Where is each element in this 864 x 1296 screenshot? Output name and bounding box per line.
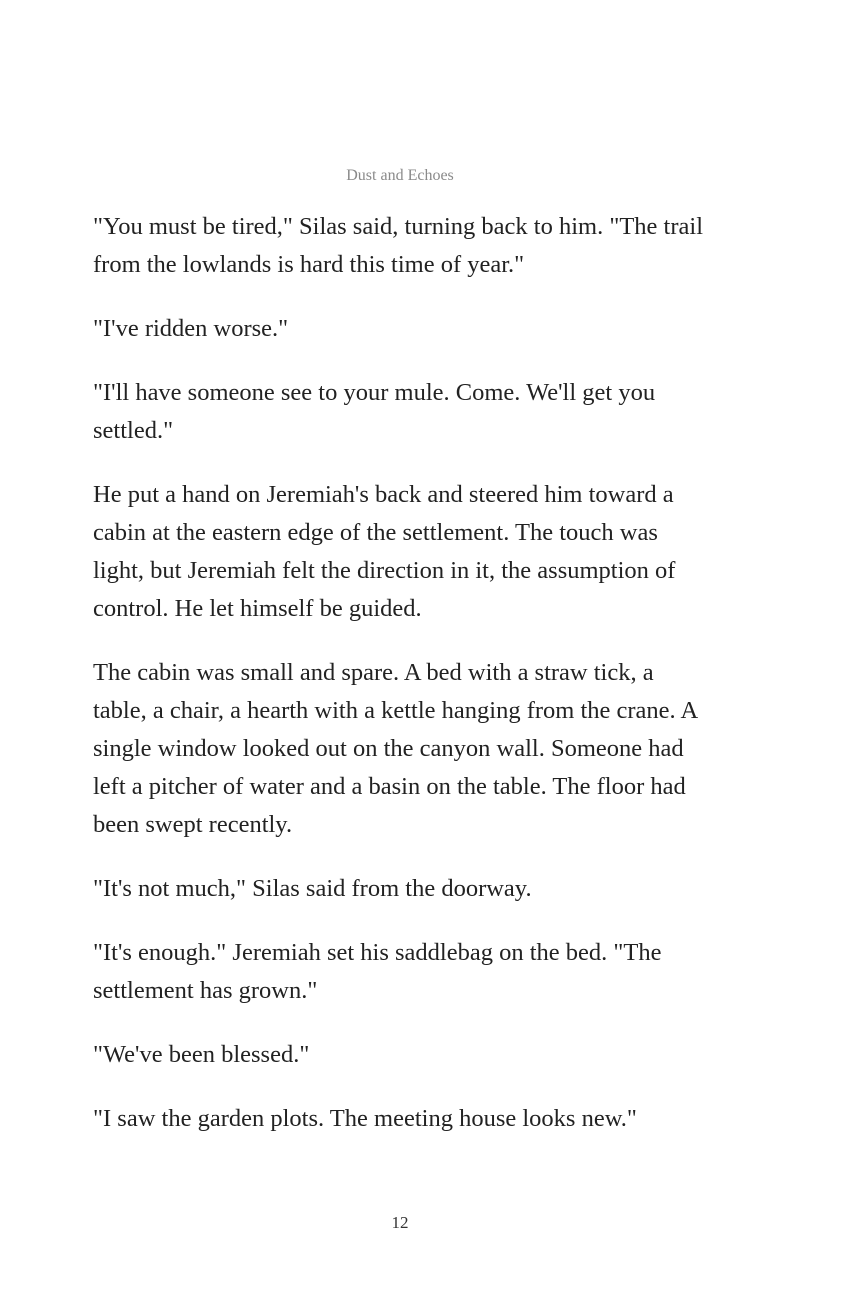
paragraph: "It's not much," Silas said from the doorway.: [93, 875, 532, 902]
page-number: 12: [391, 1213, 409, 1232]
body-text: [93, 208, 713, 1164]
paragraph: "You must be tired," Silas said, turning back to him. "The trail from the lowlands is hard this time of year.": [93, 213, 704, 278]
paragraph: "I saw the garden plots. The meeting house looks new.": [93, 1105, 637, 1132]
paragraph: "I've ridden worse.": [93, 315, 289, 342]
paragraph: "I'll have someone see to your mule. Come. We'll get you settled.": [93, 379, 656, 444]
running-header-title: Dust and Echoes: [346, 167, 454, 184]
paragraph: "We've been blessed.": [93, 1041, 310, 1068]
paragraph: He put a hand on Jeremiah's back and steered him toward a cabin at the eastern edge of the settlement. The touch was light, but Jeremiah felt the direction in it, the assumption of control. He let himself be guided.: [93, 481, 676, 622]
paragraph: "It's enough." Jeremiah set his saddlebag on the bed. "The settlement has grown.": [93, 939, 662, 1004]
paragraph: The cabin was small and spare. A bed with a straw tick, a table, a chair, a hearth with a kettle hanging from the crane. A single window looked out on the canyon wall. Someone had left a pitcher of water and a basin on the table. The floor had been swept recently.: [93, 659, 697, 838]
